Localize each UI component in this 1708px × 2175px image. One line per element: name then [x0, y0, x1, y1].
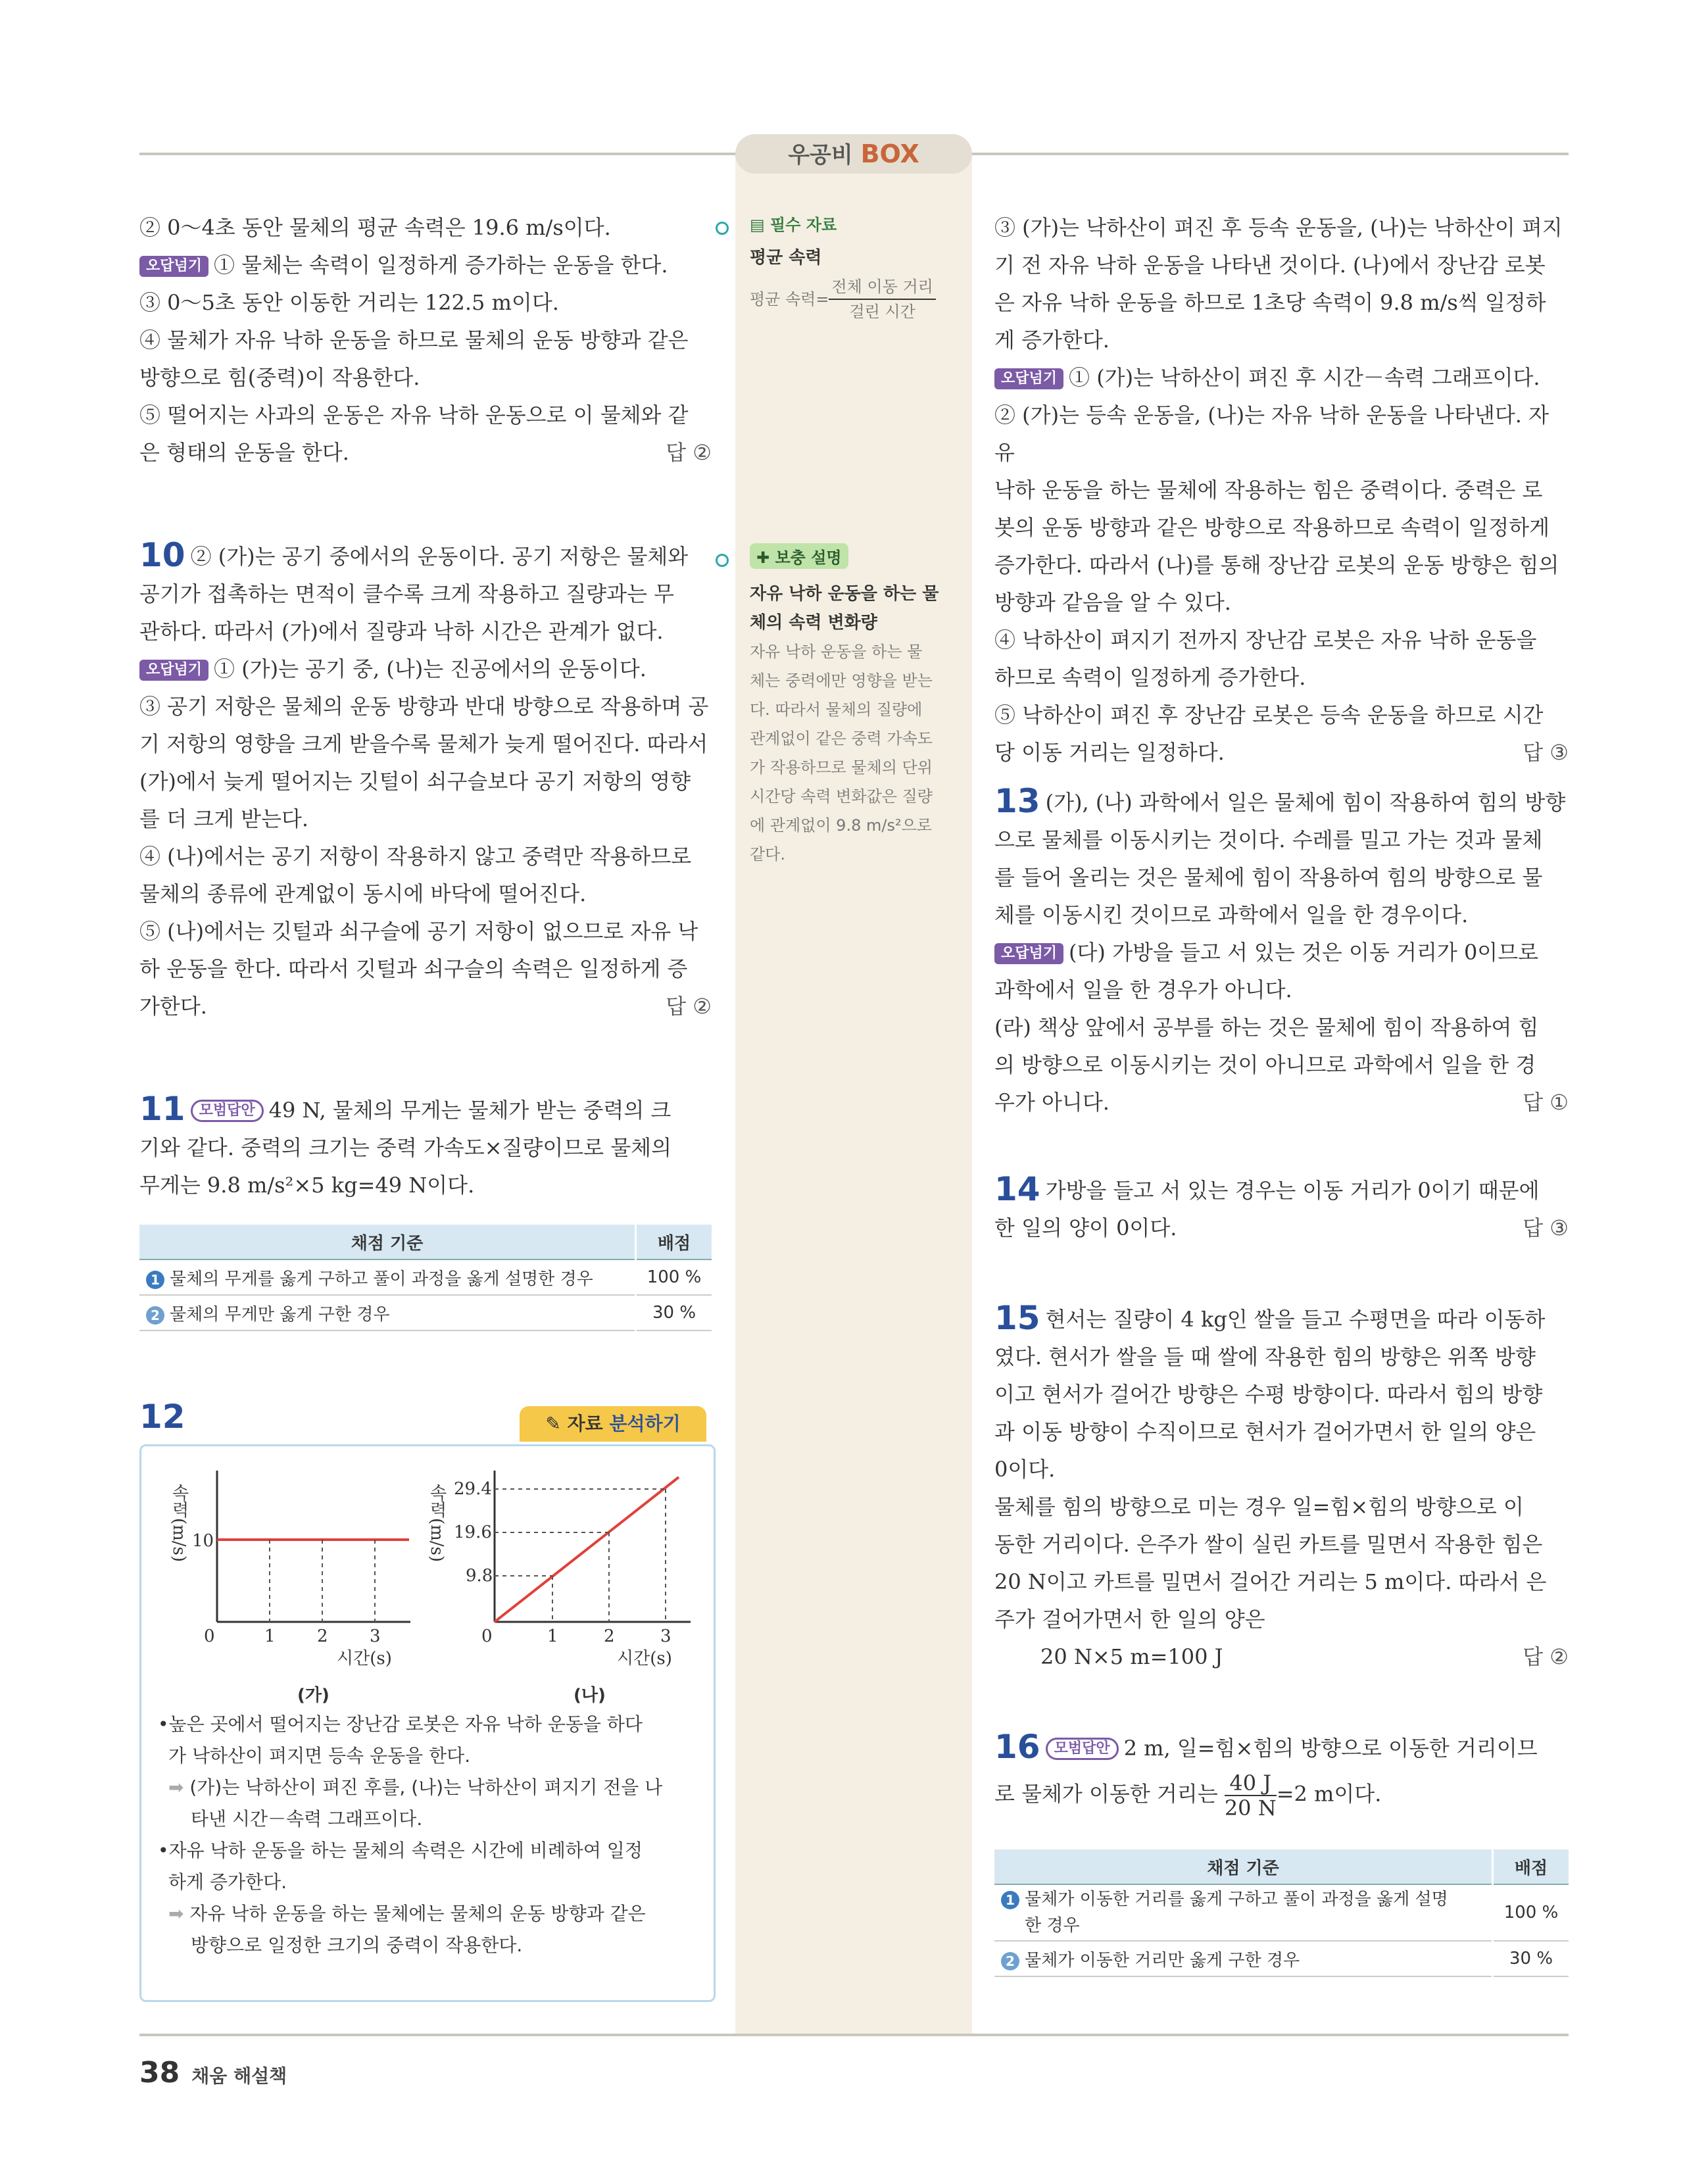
graph-b-xtick: 0: [481, 1626, 493, 1646]
wrong-answer-badge: 오답넘기: [139, 660, 208, 681]
page-number: 38: [139, 2056, 180, 2089]
graph-a-xtick: 0: [204, 1626, 215, 1646]
q16-scoring-table: 채점 기준 배점 1 물체가 이동한 거리를 옳게 구하고 풀이 과정을 옳게 설명 한 경우 100 % 2 물체가 이동한 거리만 옳게 구한 경우 30 %: [994, 1849, 1569, 1977]
graph-a-ytick: 10: [192, 1531, 214, 1551]
q12-graphs: [139, 1444, 712, 1707]
answer-mark: 답 ③: [1523, 1215, 1569, 1240]
graph-b-xtick: 1: [547, 1626, 558, 1646]
graph-b-caption: (나): [573, 1686, 606, 1705]
answer-mark: 답 ③: [1523, 740, 1569, 765]
graph-a-xtick: 1: [264, 1626, 276, 1646]
model-answer-badge: 모범답안: [191, 1100, 264, 1122]
box-header: 우공비 BOX: [735, 134, 972, 174]
data-analysis-tag: ✎ 자료 분석하기: [520, 1406, 706, 1442]
q10-answer: 10 ② (가)는 공기 중에서의 운동이다. 공기 저항은 물체와 공기가 접촉하는 면적이 클수록 크게 작용하고 질량과는 무 관하다. 따라서 (가)에서 질량과 낙하 시간은 관계가 없다. 오답넘기 ① (가)는 공기 중, (나)는 진공에서의 운동이다. ③ 공기 저항은 물체의 운동 방향과 반대 방향으로 작용하며 공 기 저항의 영향을 크게 받을수록 물체가 늦게 떨어진다. 따라서 (가)에서 늦게 떨어지는 깃털이 쇠구슬보다 공기 저항의 영향 를 더 크게 받는다. ④ (나)에서는 공기 저항이 작용하지 않고 중력만 작용하므로 물체의 종류에 관계없이 동시에 바닥에 떨어진다. ⑤ (나)에서는 깃털과 쇠구슬에 공기 저항이 없으므로 자유 낙 하 운동을 한다. 따라서 깃털과 쇠구슬의 속력은 일정하게 증 가한다. 답 ②: [139, 537, 712, 1025]
graph-b-line: [495, 1477, 679, 1622]
graph-b-ylabel: 속력(m/s): [427, 1484, 447, 1563]
q12-answer: ③ (가)는 낙하산이 펴진 후 등속 운동을, (나)는 낙하산이 펴지 기 전 자유 낙하 운동을 나타낸 것이다. (나)에서 장난감 로봇 은 자유 낙하 운동을 하므로 1초당 속력이 9.8 m/s씩 일정하 게 증가한다. 오답넘기 ① (가)는 낙하산이 펴진 후 시간－속력 그래프이다. ② (가)는 등속 운동을, (나)는 자유 낙하 운동을 나타낸다. 자유 낙하 운동을 하는 물체에 작용하는 힘은 중력이다. 중력은 로 봇의 운동 방향과 같은 방향으로 작용하므로 속력이 일정하게 증가한다. 따라서 (나)를 통해 장난감 로봇의 운동 방향은 힘의 방향과 같음을 알 수 있다. ④ 낙하산이 펴지기 전까지 장난감 로봇은 자유 낙하 운동을 하므로 속력이 일정하게 증가한다. ⑤ 낙하산이 펴진 후 장난감 로봇은 등속 운동을 하므로 시간 당 이동 거리는 일정하다. 답 ③: [994, 209, 1569, 771]
wrong-answer-badge: 오답넘기: [994, 368, 1063, 389]
sidebar-box-column: [735, 155, 972, 2034]
graph-a-caption: (가): [297, 1686, 329, 1705]
question-number: 16: [994, 1728, 1040, 1766]
q14-answer: 14 가방을 들고 서 있는 경우는 이동 거리가 0이기 때문에 한 일의 양이 0이다. 답 ③: [994, 1171, 1569, 1247]
essential-data-tag: ▤ 필수 자료: [750, 216, 837, 234]
q12-number-wrap: [139, 1398, 191, 1437]
graph-a-ylabel: 속력(m/s): [169, 1484, 189, 1563]
criteria-header: 채점 기준: [994, 1849, 1493, 1884]
q13-answer: 13 (가), (나) 과학에서 일은 물체에 힘이 작용하여 힘의 방향 으로 물체를 이동시키는 것이다. 수레를 밀고 가는 것과 물체 를 들어 올리는 것은 물체에 힘이 작용하여 힘의 방향으로 물 체를 이동시킨 것이므로 과학에서 일을 한 경우이다. 오답넘기 (다) 가방을 들고 서 있는 것은 이동 거리가 0이므로 과학에서 일을 한 경우가 아니다. (라) 책상 앞에서 공부를 하는 것은 물체에 힘이 작용하여 힘 의 방향으로 이동시키는 것이 아니므로 과학에서 일을 한 경 우가 아니다. 답 ①: [994, 783, 1569, 1121]
question-number: 13: [994, 782, 1040, 820]
wrong-answer-badge: 오답넘기: [139, 256, 208, 277]
connector-dot: [716, 222, 729, 235]
q9-answer-tail: ② 0～4초 동안 물체의 평균 속력은 19.6 m/s이다. 오답넘기 ① 물체는 속력이 일정하게 증가하는 운동을 한다. ③ 0～5초 동안 이동한 거리는 122.5 m이다. ④ 물체가 자유 낙하 운동을 하므로 물체의 운동 방향과 같은 방향으로 힘(중력)이 작용한다. ⑤ 떨어지는 사과의 운동은 자유 낙하 운동으로 이 물체와 같 은 형태의 운동을 한다. 답 ②: [139, 209, 712, 472]
model-answer-badge: 모범답안: [1046, 1738, 1119, 1760]
answer-mark: 답 ②: [666, 440, 712, 465]
graph-b-ytick: 9.8: [466, 1566, 493, 1586]
graph-a-xtick: 3: [370, 1626, 381, 1646]
question-number: 11: [139, 1090, 185, 1128]
book-name: 채움 해설책: [191, 2065, 287, 2087]
sidebar-supplement: ✚ 보충 설명 자유 낙하 운동을 하는 물 체의 속력 변화량 자유 낙하 운동을 하는 물 체는 중력에만 영향을 받는 다. 따라서 물체의 질량에 관계없이 같은 중력 가속도 가 작용하므로 물체의 단위 시간당 속력 변화값은 질량 에 관계없이 9.8 m/s²으로 같다.: [750, 543, 967, 869]
wrong-answer-badge: 오답넘기: [994, 943, 1063, 964]
q11-answer: 11 모범답안 49 N, 물체의 무게는 물체가 받는 중력의 크 기와 같다. 중력의 크기는 중력 가속도×질량이므로 물체의 무게는 9.8 m/s²×5 kg=49 N이다.: [139, 1090, 671, 1198]
question-number: 15: [994, 1299, 1040, 1337]
connector-dot: [716, 554, 729, 567]
answer-mark: 답 ②: [1523, 1644, 1569, 1669]
graph-a-xlabel: 시간(s): [337, 1649, 392, 1669]
graph-a-xtick: 2: [317, 1626, 328, 1646]
graph-b-xtick: 3: [660, 1626, 671, 1646]
supplement-tag: ✚ 보충 설명: [750, 543, 848, 569]
answer-mark: 답 ②: [666, 994, 712, 1019]
q15-answer: 15 현서는 질량이 4 kg인 쌀을 들고 수평면을 따라 이동하 였다. 현서가 쌀을 들 때 쌀에 작용한 힘의 방향은 위쪽 방향 이고 현서가 걸어간 방향은 수평 방향이다. 따라서 힘의 방향 과 이동 방향이 수직이므로 현서가 걸어가면서 한 일의 양은 0이다. 물체를 힘의 방향으로 미는 경우 일=힘×힘의 방향으로 이 동한 거리이다. 은주가 쌀이 실린 카트를 밀면서 작용한 힘은 20 N이고 카트를 밀면서 걸어간 거리는 5 m이다. 따라서 은 주가 걸어가면서 한 일의 양은 20 N×5 m=100 J 답 ②: [994, 1300, 1569, 1676]
graph-b-xlabel: 시간(s): [617, 1649, 672, 1669]
page-footer: [139, 2056, 287, 2089]
bottom-rule: [139, 2034, 1569, 2036]
answer-mark: 답 ①: [1523, 1090, 1569, 1115]
score-header: 배점: [1493, 1849, 1569, 1884]
q11-scoring-table: 채점 기준 배점 1 물체의 무게를 옳게 구하고 풀이 과정을 옳게 설명한 경우 100 % 2 물체의 무게만 옳게 구한 경우 30 %: [139, 1225, 712, 1331]
q16-answer: 16 모범답안 2 m, 일=힘×힘의 방향으로 이동한 거리이므 로 물체가 이동한 거리는 $\frac{40 J}{20 N}$ =2 m이다.: [994, 1728, 1538, 1821]
q12-notes: •높은 곳에서 떨어지는 장난감 로봇은 자유 낙하 운동을 하다 가 낙하산이 펴지면 등속 운동을 한다. ➡ (가)는 낙하산이 펴진 후를, (나)는 낙하산이 펴지기 전을 나 타낸 시간－속력 그래프이다. •자유 낙하 운동을 하는 물체의 속력은 시간에 비례하여 일정 하게 증가한다. ➡ 자유 낙하 운동을 하는 물체에는 물체의 운동 방향과 같은 방향으로 일정한 크기의 중력이 작용한다.: [158, 1713, 663, 1956]
criteria-header: 채점 기준: [139, 1225, 636, 1259]
graph-b-xtick: 2: [604, 1626, 615, 1646]
question-number: 12: [139, 1398, 185, 1436]
question-number: 14: [994, 1170, 1040, 1208]
graph-b-ytick: 29.4: [454, 1479, 492, 1499]
score-header: 배점: [636, 1225, 712, 1259]
sidebar-essential-data: ▤ 필수 자료 평균 속력 평균 속력= $\frac{\text{전체 이동 거리}}{\text{걸린 시간}}$: [750, 212, 967, 324]
question-number: 10: [139, 536, 185, 574]
graph-b-ytick: 19.6: [454, 1523, 492, 1542]
